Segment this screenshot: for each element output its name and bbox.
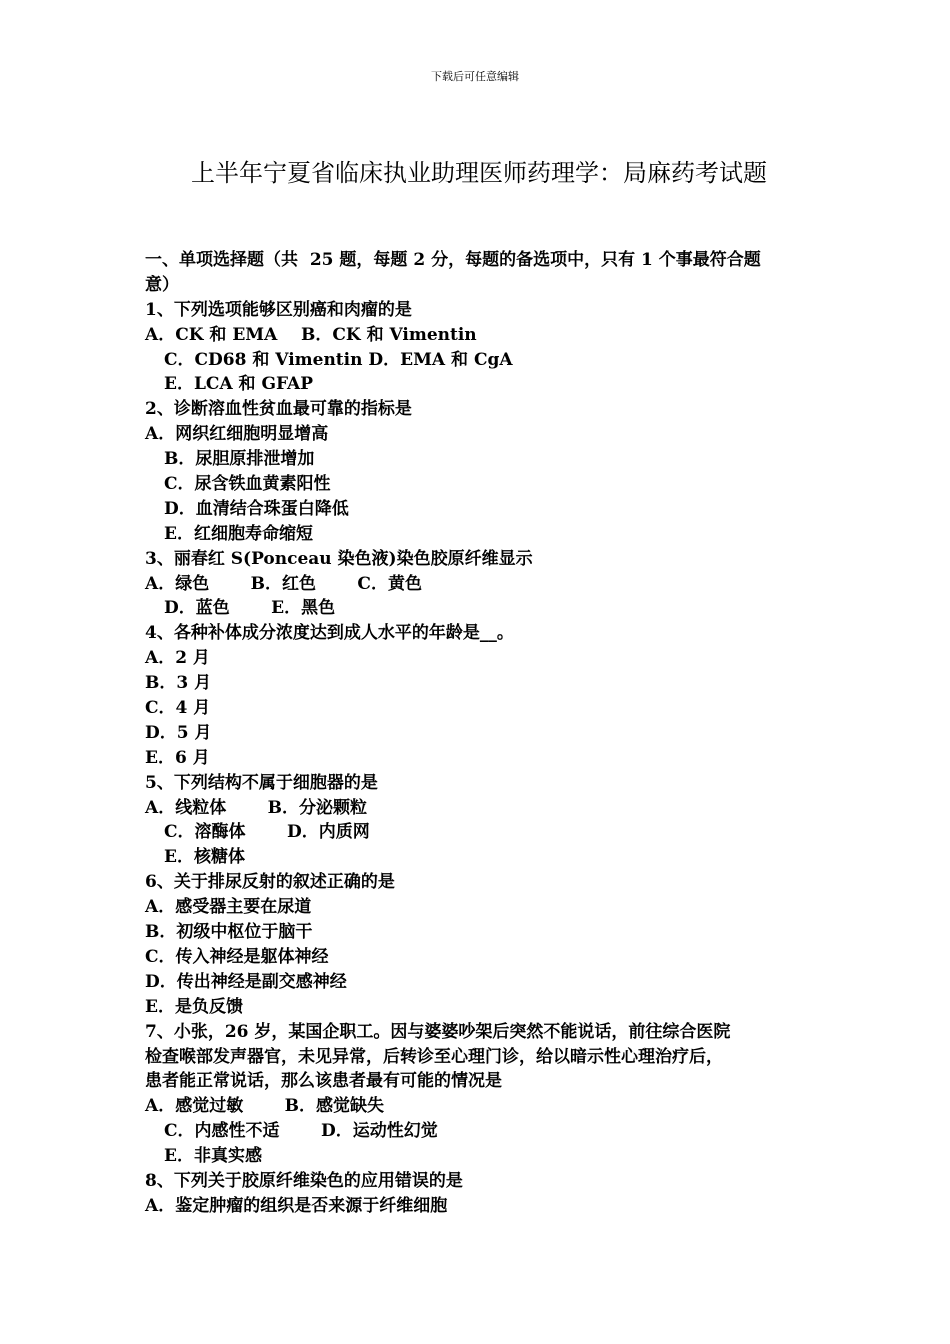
text-line: 7、小张，26 岁，某国企职工。因与婆婆吵架后突然不能说话，前往综合医院 <box>145 1021 731 1042</box>
text-line: E．是负反馈 <box>145 996 243 1017</box>
text-line: A．2 月 <box>145 648 210 669</box>
text-line: A．线粒体 B．分泌颗粒 <box>145 797 367 818</box>
text-line: E．核糖体 <box>164 847 245 868</box>
text-line: E．非真实感 <box>164 1146 262 1167</box>
text-line: A．网织红细胞明显增高 <box>145 424 329 445</box>
text-line: 患者能正常说话，那么该患者最有可能的情况是 <box>145 1071 502 1092</box>
text-line: D．传出神经是副交感神经 <box>145 971 347 992</box>
text-line: B．尿胆原排泄增加 <box>164 449 315 470</box>
text-line: B．3 月 <box>145 673 212 694</box>
text-line: 1、下列选项能够区别癌和肉瘤的是 <box>145 299 412 320</box>
text-line: B．初级中枢位于脑干 <box>145 922 313 943</box>
text-line: 检查喉部发声器官，未见异常，后转诊至心理门诊，给以暗示性心理治疗后， <box>145 1046 723 1067</box>
text-line: 6、关于排尿反射的叙述正确的是 <box>145 872 395 893</box>
text-line: 5、下列结构不属于细胞器的是 <box>145 772 378 793</box>
text-line: C．尿含铁血黄素阳性 <box>164 474 331 495</box>
text-line: A．感觉过敏 B．感觉缺失 <box>145 1096 384 1117</box>
document-title: 上半年宁夏省临床执业助理医师药理学：局麻药考试题 <box>191 159 767 187</box>
text-line: D．血清结合珠蛋白降低 <box>164 498 349 519</box>
text-line: D．5 月 <box>145 722 212 743</box>
text-line: C．内感性不适 D．运动性幻觉 <box>164 1121 438 1142</box>
text-line: C．CD68 和 Vimentin D．EMA 和 CgA <box>164 349 513 370</box>
header-note: 下载后可任意编辑 <box>431 70 519 83</box>
text-line: A．鉴定肿瘤的组织是否来源于纤维细胞 <box>145 1195 448 1216</box>
text-line: 一、单项选择题（共 25 题，每题 2 分，每题的备选项中，只有 1 个事最符合题 <box>145 250 761 270</box>
text-line: D．蓝色 E．黑色 <box>164 598 336 619</box>
text-line: 3、丽春红 S(Ponceau 染色液)染色胶原纤维显示 <box>145 548 533 569</box>
text-line: C．4 月 <box>145 698 211 719</box>
text-line: A．绿色 B．红色 C．黄色 <box>145 573 422 594</box>
text-line: 意） <box>145 274 179 295</box>
text-line: 4、各种补体成分浓度达到成人水平的年龄是__。 <box>145 623 514 644</box>
text-line: C．传入神经是躯体神经 <box>145 946 329 967</box>
text-line: E．LCA 和 GFAP <box>164 374 314 395</box>
text-line: C．溶酶体 D．内质网 <box>164 822 370 843</box>
question-body <box>145 248 815 1219</box>
text-line: A．感受器主要在尿道 <box>145 897 312 918</box>
text-line: A．CK 和 EMA B．CK 和 Vimentin <box>145 324 477 345</box>
text-line: 2、诊断溶血性贫血最可靠的指标是 <box>145 399 412 420</box>
text-line: 8、下列关于胶原纤维染色的应用错误的是 <box>145 1170 463 1191</box>
text-line: E．红细胞寿命缩短 <box>164 523 313 544</box>
text-line: E．6 月 <box>145 747 210 768</box>
